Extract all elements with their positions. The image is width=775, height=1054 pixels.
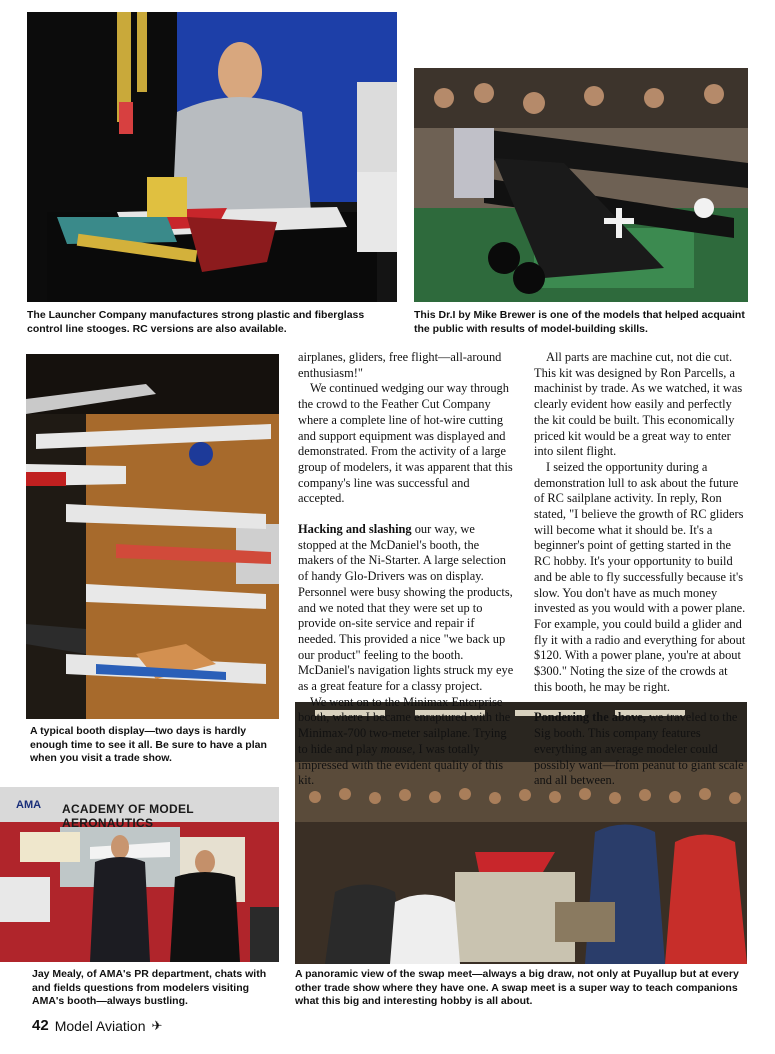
col2-paragraph-1: All parts are machine cut, not die cut. This kit was designed by Ron Parcells, a machinist by trade. As we watched, it was clearly evident how easily and perfectly the kit could be built. This economically priced kit would be a great way to enter into silent flight. [534, 350, 743, 459]
photo-ama-booth [0, 787, 279, 962]
caption-ama: Jay Mealy, of AMA's PR department, chats with and fields questions from modelers visiting AMA's booth—always bustling. [32, 968, 267, 1007]
col1-paragraph-4b: I was totally impressed with the evident quality of this kit. [298, 741, 504, 788]
article-column-1 [298, 350, 514, 789]
photo-dr1-model [414, 68, 748, 302]
ama-logo: AMA [16, 799, 42, 811]
caption-launcher: The Launcher Company manufactures strong plastic and fiberglass control line stooges. RC versions are also available. [27, 309, 365, 335]
col1-paragraph-3 [298, 522, 514, 695]
col1-paragraph-3-text: our way, we stopped at the McDaniel's booth, the makers of the Ni-Starter. A large selection of handy Glo-Drivers was on display. Personnel were busy showing the products, and we noted that they were set up to provide on-site service and repair if needed. This provided a nice "we back up our product" feeling to the booth. McDaniel's navigation lights struck my eye as a great feature for a classy project. [298, 522, 514, 694]
col2-paragraph-3 [534, 710, 748, 789]
col1-paragraph-4a: We went on to the Minimax Enterprise booth, where I became enraptured with the Minimax-700 two-meter sailplane. Trying to hide and play [298, 694, 511, 756]
caption-booth: A typical booth display—two days is hardly enough time to see it all. Be sure to have a plan when you visit a trade show. [30, 725, 267, 764]
caption-swap: A panoramic view of the swap meet—always a big draw, not only at Puyallup but at every other trade show where they have one. A swap meet is a super way to teach companions what this big and interesting hobby is all about. [295, 968, 739, 1007]
col1-paragraph-4-em: mouse, [380, 741, 416, 756]
ama-banner-text: ACADEMY OF MODEL AERONAUTICS [62, 802, 194, 830]
col1-paragraph-1: airplanes, gliders, free flight—all-around enthusiasm!" [298, 350, 502, 380]
col2-paragraph-2: I seized the opportunity during a demonstration lull to ask about the future of RC sailplane activity. In reply, Ron stated, "I believe the growth of RC gliders will become what it should be. It's a beginner's point of getting started in the RC hobby. It's your opportunity to build and be able to fly successfully because it's slow. You don't have as much money invested as you would with a power plane. For example, you could build a glider and fly it with a radio and everything for about $120. With a power plane, you're at about $300." Noting the size of the crowds at this booth, he may be right. [534, 459, 746, 694]
photo-booth-display [26, 354, 279, 719]
col1-paragraph-2: We continued wedging our way through the crowd to the Feather Cut Company where a complete line of hot-wire cutting and support equipment was displayed and demonstrated. From the activity of a large group of modelers, it was apparent that this company's line was successful and accepted. [298, 381, 513, 506]
magazine-name: Model Aviation [54, 1017, 146, 1034]
caption-dr1: This Dr.I by Mike Brewer is one of the models that helped acquaint the public with results of model-building skills. [414, 309, 745, 335]
airplane-icon: ✈ [151, 1017, 163, 1033]
photo-launcher-company [27, 12, 397, 302]
col1-paragraph-4 [298, 695, 514, 789]
col1-lead-hacking: Hacking and slashing [298, 522, 412, 537]
article-column-2 [534, 350, 748, 789]
page-number: 42 [32, 1017, 49, 1034]
col2-lead-pondering: Pondering the above, [534, 710, 646, 725]
page-footer [32, 1017, 162, 1034]
col2-paragraph-3-text: we traveled to the Sig booth. This company features everything an average modeler could possibly want—from peanut to giant scale and all between. [534, 710, 744, 788]
